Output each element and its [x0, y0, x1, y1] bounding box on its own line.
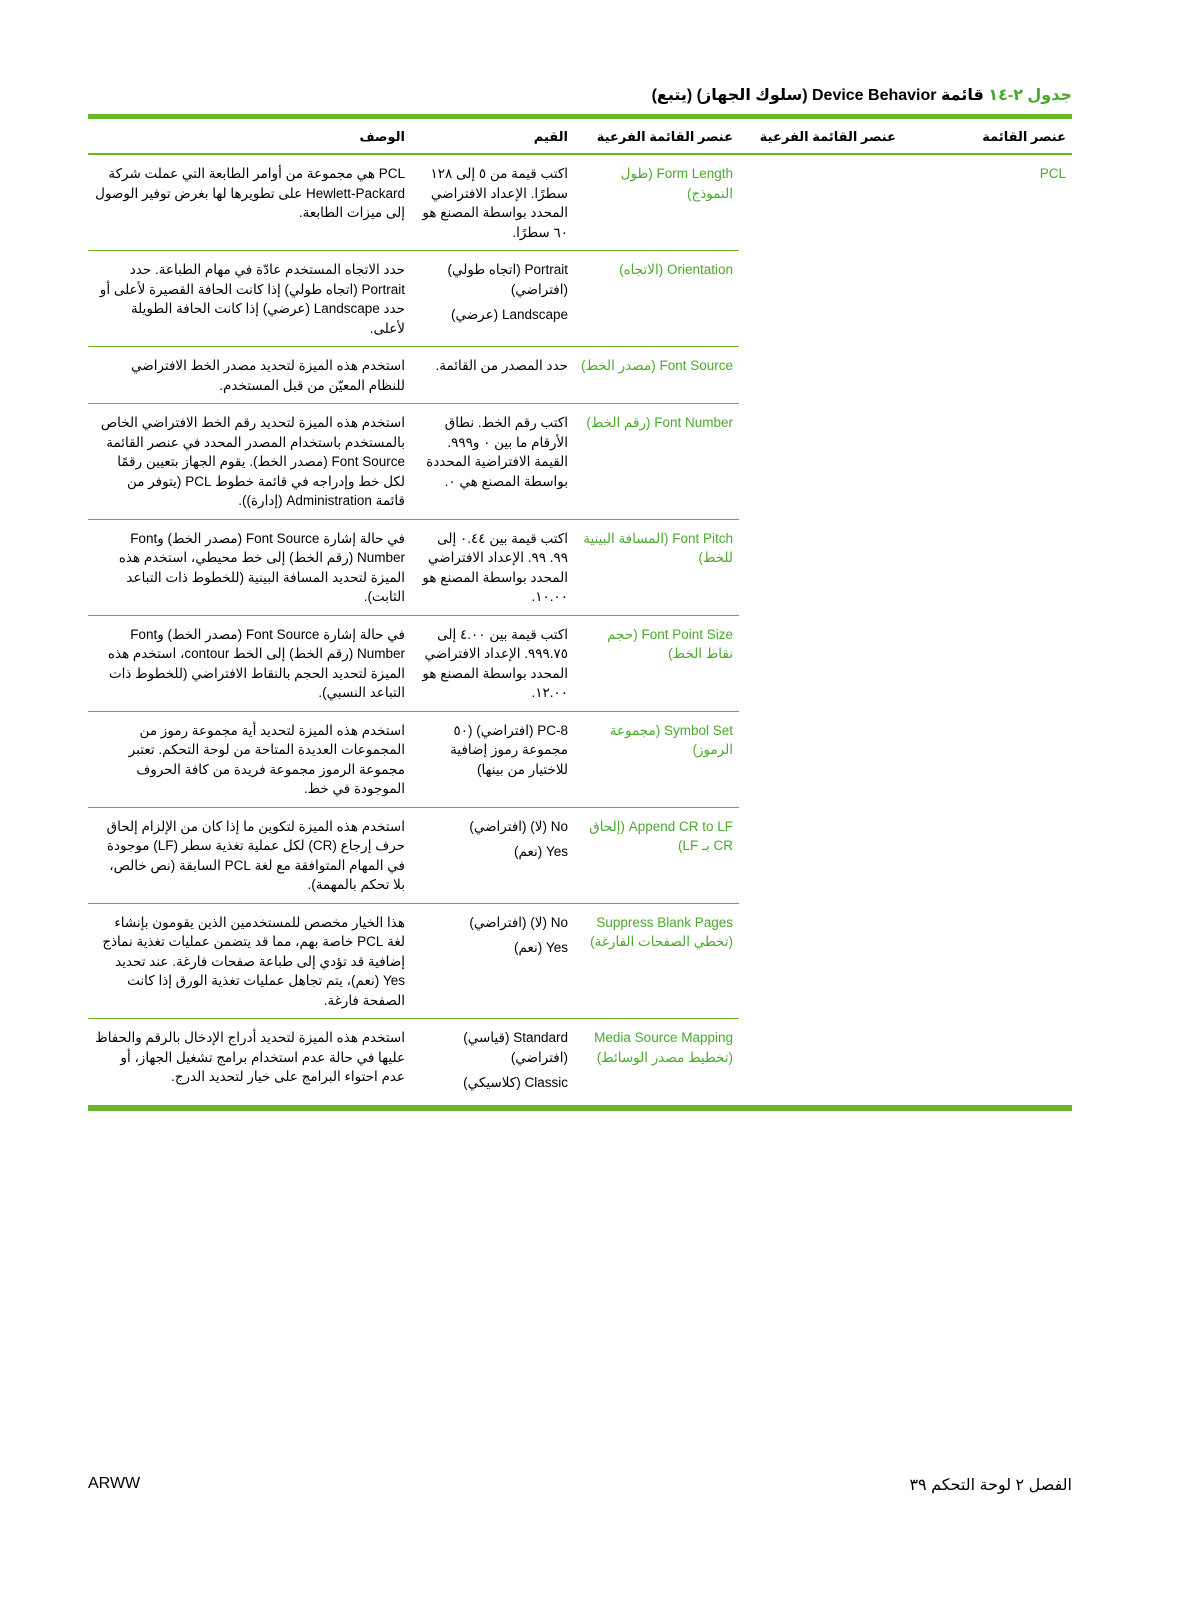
table-row: [88, 711, 1072, 807]
value-option: PC-8 (افتراضي) (٥٠ مجموعة رموز إضافية للاختيار من بينها): [450, 722, 568, 777]
table-row: [88, 807, 1072, 903]
value-option: Classic (كلاسيكي): [463, 1075, 568, 1090]
cell-description: [88, 404, 411, 520]
cell-values: [411, 1019, 574, 1101]
value-option: اكتب قيمة بين ٠.٤٤ إلى ٩٩. ٩٩. الإعداد الافتراضي المحدد بواسطة المصنع هو ١٠.٠٠.: [422, 530, 568, 604]
cell-menu-item: PCL: [1039, 166, 1066, 181]
cell-menu-item: [902, 519, 1072, 615]
cell-submenu-item-2: Suppress Blank Pages (تخطي الصفحات الفارغة): [574, 903, 739, 1019]
footer-chapter-page: الفصل ٢ لوحة التحكم ٣٩: [909, 1477, 1072, 1494]
cell-values: [411, 807, 574, 903]
cell-menu-item: [902, 404, 1072, 520]
cell-description: [88, 251, 411, 347]
cell-menu-item: [902, 903, 1072, 1019]
table-header-row: [88, 119, 1072, 154]
cell-description: [88, 1019, 411, 1101]
cell-values: [411, 711, 574, 807]
cell-values: [411, 404, 574, 520]
description-text: استخدم هذه الميزة لتكوين ما إذا كان من الإلزام إلحاق حرف إرجاع (CR) لكل عملية تغذية سطر (LF) موجودة في المهام المتوافقة مع لغة PCL السابقة (نص خالص، بلا تحكم بالمهمة).: [106, 818, 405, 892]
table-row: [88, 519, 1072, 615]
table-caption-number: جدول ٢-١٤: [988, 87, 1072, 104]
cell-submenu-item-1: [739, 154, 902, 251]
cell-values: [411, 347, 574, 404]
cell-values: [411, 519, 574, 615]
cell-submenu-item-2: Symbol Set (مجموعة الرموز): [574, 711, 739, 807]
cell-menu-item: [902, 347, 1072, 404]
cell-description: [88, 347, 411, 404]
header-submenu-item-2: عنصر القائمة الفرعية: [574, 119, 739, 154]
table-row: [88, 347, 1072, 404]
cell-description: [88, 519, 411, 615]
cell-submenu-item-1: [739, 903, 902, 1019]
value-option: Landscape (عرضي): [450, 307, 568, 322]
cell-submenu-item-2: Append CR to LF (إلحاق CR بـ LF): [574, 807, 739, 903]
table-caption-title: قائمة Device Behavior (سلوك الجهاز) (يتبع): [651, 87, 984, 104]
description-text: استخدم هذه الميزة لتحديد مصدر الخط الافتراضي للنظام المعيّن من قبل المستخدم.: [130, 358, 405, 393]
description-text: حدد الاتجاه المستخدم عادّة في مهام الطباعة. حدد Portrait (اتجاه طولي) إذا كانت الحافة القصيرة لأعلى أو حدد Landscape (عرضي) إذا كانت الحافة الطويلة لأعلى.: [99, 262, 405, 336]
description-text: استخدم هذه الميزة لتحديد رقم الخط الافتراضي الخاص بالمستخدم باستخدام المصدر المحدد في عنصر القائمة Font Source (مصدر الخط). يقوم الجهاز بتعيين رقمًا لكل خط وإدراجه في قائمة خطوط PCL (يتوفر من قائمة Administration (إدارة)).: [100, 415, 405, 508]
cell-submenu-item-2: Font Source (مصدر الخط): [574, 347, 739, 404]
footer-doc-code: ARWW: [88, 1475, 141, 1492]
cell-submenu-item-1: [739, 711, 902, 807]
table-row: [88, 251, 1072, 347]
cell-submenu-item-2: Form Length (طول النموذج): [574, 154, 739, 251]
table-bottom-rule: [88, 1105, 1072, 1111]
cell-menu-item: [902, 711, 1072, 807]
description-text: استخدم هذه الميزة لتحديد أدراج الإدخال بالرقم والحفاظ عليها في حالة عدم استخدام برامج تشغيل الجهاز، أو عدم احتواء البرامج على خيار لتحديد الدرج.: [95, 1030, 405, 1084]
cell-values: [411, 251, 574, 347]
value-option: No (لا) (افتراضي): [469, 914, 568, 930]
cell-menu-item: [902, 807, 1072, 903]
value-option: حدد المصدر من القائمة.: [435, 358, 568, 373]
cell-submenu-item-1: [739, 615, 902, 711]
cell-submenu-item-2: Orientation (الاتجاه): [574, 251, 739, 347]
cell-submenu-item-2: Font Pitch (المسافة البينية للخط): [574, 519, 739, 615]
cell-submenu-item-1: [739, 404, 902, 520]
header-description: الوصف: [88, 119, 411, 154]
cell-values: [411, 903, 574, 1019]
header-menu-item: عنصر القائمة: [902, 119, 1072, 154]
table-row: [88, 154, 1072, 251]
value-option: Portrait (اتجاه طولي) (افتراضي): [447, 262, 568, 297]
value-option: Standard (قياسي) (افتراضي): [463, 1030, 568, 1065]
description-text: في حالة إشارة Font Source (مصدر الخط) وFont Number (رقم الخط) إلى خط محيطي، استخدم هذه الميزة لتحديد المسافة البينية (للخطوط ذات التباعد الثابت).: [118, 530, 405, 604]
description-text: في حالة إشارة Font Source (مصدر الخط) وFont Number (رقم الخط) إلى الخط contour، استخدم هذه الميزة لتحديد الحجم بالنقاط الافتراضي (للخطوط ذات التباعد النسبي).: [107, 626, 405, 700]
header-values: القيم: [411, 119, 574, 154]
cell-submenu-item-1: [739, 807, 902, 903]
table-row: [88, 615, 1072, 711]
cell-submenu-item-1: [739, 1019, 902, 1101]
table-row: [88, 404, 1072, 520]
value-option: Yes (نعم): [513, 844, 568, 859]
table-caption: [88, 86, 1072, 106]
page-footer: [88, 1475, 1072, 1499]
cell-menu-item: [902, 1019, 1072, 1101]
description-text: استخدم هذه الميزة لتحديد أية مجموعة رموز من المجموعات العديدة المتاحة من لوحة التحكم. تعتبر مجموعة الرموز مجموعة فريدة من كافة الحروف الموجودة في خط.: [128, 722, 405, 796]
cell-submenu-item-2: Font Point Size (حجم نقاط الخط): [574, 615, 739, 711]
cell-menu-item: [902, 251, 1072, 347]
cell-submenu-item-1: [739, 251, 902, 347]
description-text: PCL هي مجموعة من أوامر الطابعة التي عملت شركة Hewlett-Packard على تطويرها لها بغرض توفير الوصول إلى ميزات الطابعة.: [95, 166, 405, 220]
value-option: اكتب رقم الخط. نطاق الأرقام ما بين ٠ و٩٩٩. القيمة الافتراضية المحددة بواسطة المصنع هي ٠.: [426, 415, 568, 489]
cell-description: [88, 615, 411, 711]
cell-submenu-item-1: [739, 347, 902, 404]
table-row: [88, 1019, 1072, 1101]
value-option: اكتب قيمة من ٥ إلى ١٢٨ سطرًا. الإعداد الافتراضي المحدد بواسطة المصنع هو ٦٠ سطرًا.: [422, 166, 568, 240]
cell-description: [88, 154, 411, 251]
cell-menu-item: [902, 615, 1072, 711]
value-option: No (لا) (افتراضي): [469, 818, 568, 834]
cell-submenu-item-2: Media Source Mapping (تخطيط مصدر الوسائط): [594, 1030, 733, 1065]
cell-description: [88, 903, 411, 1019]
table-body: [88, 154, 1072, 1101]
header-submenu-item-1: عنصر القائمة الفرعية: [739, 119, 902, 154]
cell-description: [88, 807, 411, 903]
description-text: هذا الخيار مخصص للمستخدمين الذين يقومون بإنشاء لغة PCL خاصة بهم، مما قد يتضمن عمليات تغذية نماذج إضافية قد تؤدي إلى طباعة صفحات فارغة. عند تحديد Yes (نعم)، يتم تجاهل عمليات تغذية الورق إذا كانت الصفحة فارغة.: [102, 914, 405, 1008]
cell-submenu-item-2: Font Number (رقم الخط): [574, 404, 739, 520]
cell-description: [88, 711, 411, 807]
cell-values: [411, 615, 574, 711]
device-behavior-table: [88, 119, 1072, 1101]
cell-values: [411, 154, 574, 251]
value-option: Yes (نعم): [513, 940, 568, 955]
cell-submenu-item-1: [739, 519, 902, 615]
document-page: [88, 86, 1072, 1111]
value-option: اكتب قيمة بين ٤.٠٠ إلى ٩٩٩.٧٥. الإعداد الافتراضي المحدد بواسطة المصنع هو ١٢.٠٠.: [422, 626, 568, 700]
table-row: [88, 903, 1072, 1019]
